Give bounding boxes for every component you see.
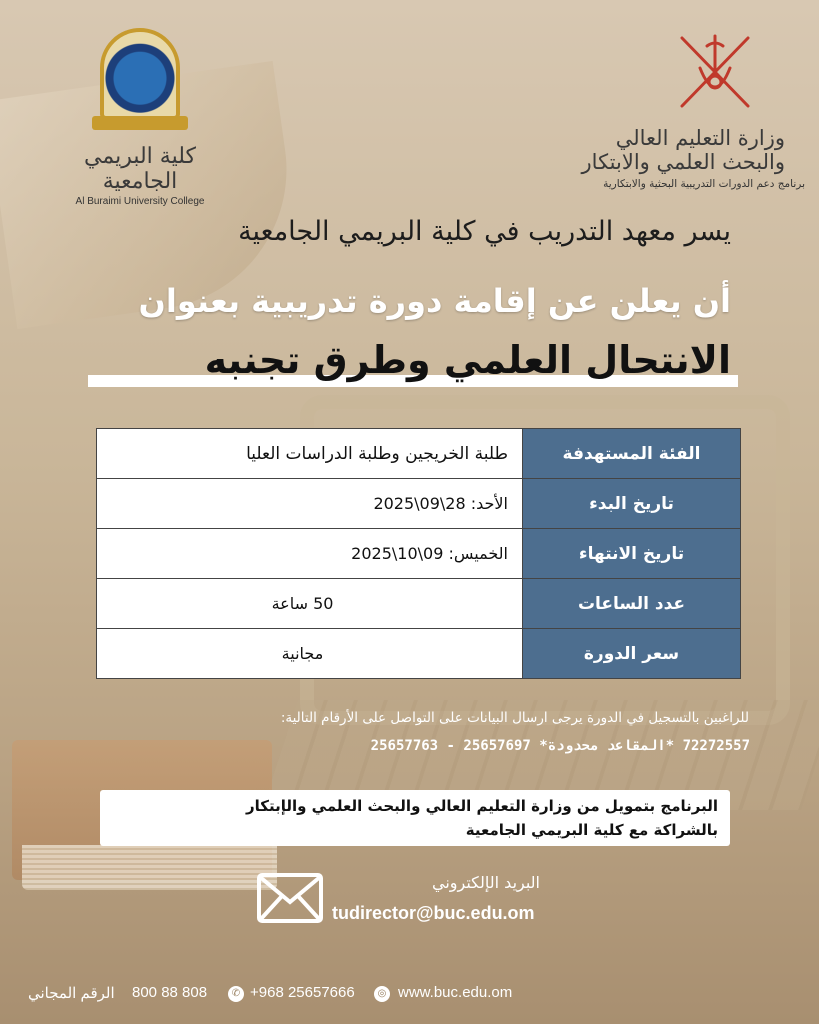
university-logo [60, 28, 220, 207]
phone-number[interactable]: +968 25657666 [250, 984, 355, 1001]
announcement-subtitle: أن يعلن عن إقامة دورة تدريبية بعنوان [138, 282, 731, 320]
university-name-en: Al Buraimi University College [75, 196, 205, 207]
row-value: مجانية [97, 629, 523, 679]
footer-contact-bar [28, 984, 528, 1006]
announcement-intro: يسر معهد التدريب في كلية البريمي الجامعية [238, 216, 731, 247]
background-book-pages [22, 845, 277, 890]
table-row [97, 579, 741, 629]
course-info-table [96, 428, 741, 679]
registration-instructions: للراغبين بالتسجيل في الدورة يرجى ارسال البيانات على التواصل على الأرقام التالية: [280, 710, 749, 726]
oman-emblem-icon [670, 26, 760, 116]
row-label: تاريخ البدء [523, 479, 741, 529]
ministry-program: برنامج دعم الدورات التدريبية البحثية والابتكارية [603, 178, 805, 191]
university-crest-icon [100, 28, 180, 120]
email-link[interactable]: tudirector@buc.edu.om [332, 903, 535, 923]
phone-icon: ✆ [228, 986, 244, 1002]
row-value: الخميس: 09\10\2025 [97, 529, 523, 579]
row-label: الفئة المستهدفة [523, 429, 741, 479]
email-label: البريد الإلكتروني [432, 873, 540, 892]
ministry-logo [555, 26, 815, 190]
row-value: 50 ساعة [97, 579, 523, 629]
table-row [97, 429, 741, 479]
website-link[interactable]: www.buc.edu.om [398, 984, 513, 1001]
program-partnership-line: بالشراكة مع كلية البريمي الجامعية [465, 821, 718, 839]
row-label: سعر الدورة [523, 629, 741, 679]
university-name-ar: كلية البريمي الجامعية [84, 144, 196, 194]
program-funding-line: البرنامج بتمويل من وزارة التعليم العالي والبحث العلمي والإبتكار [245, 797, 718, 815]
program-funding-box [100, 790, 730, 846]
row-value: طلبة الخريجين وطلبة الدراسات العليا [97, 429, 523, 479]
table-row [97, 479, 741, 529]
ministry-name: وزارة التعليم العالي والبحث العلمي والابتكار [581, 126, 785, 175]
row-label: عدد الساعات [523, 579, 741, 629]
table-row [97, 529, 741, 579]
row-label: تاريخ الانتهاء [523, 529, 741, 579]
course-title: الانتحال العلمي وطرق تجنبه [204, 338, 731, 382]
row-value: الأحد: 28\09\2025 [97, 479, 523, 529]
registration-numbers: 72272557 *المقاعد محدودة* 25657697 - 25657763 [370, 738, 750, 754]
envelope-icon [256, 872, 324, 924]
table-row [97, 629, 741, 679]
tollfree-number[interactable]: 800 88 808 [132, 984, 208, 1001]
tollfree-label: الرقم المجاني [28, 985, 115, 1002]
globe-icon: ◎ [374, 986, 390, 1002]
